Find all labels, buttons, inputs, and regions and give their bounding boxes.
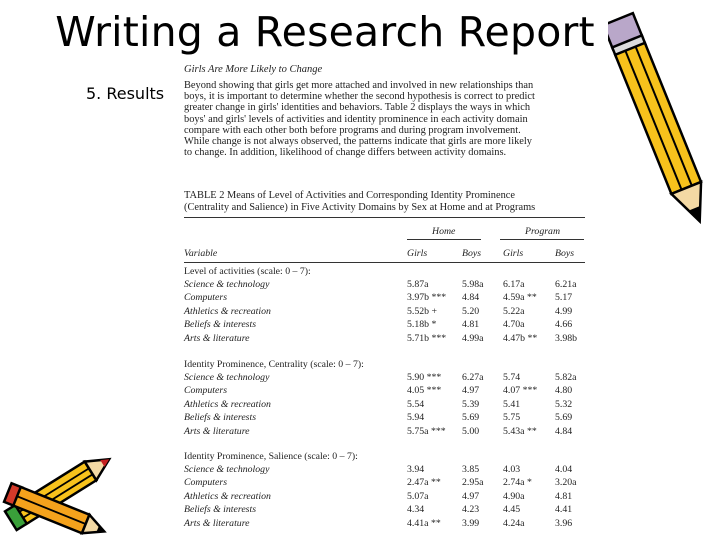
table-cell: 4.41a ** [407, 517, 441, 529]
document-heading: Girls Are More Likely to Change [184, 64, 323, 75]
table-cell: 5.69 [462, 412, 480, 424]
table-cell: 5.43a ** [503, 425, 537, 437]
table-cell: 4.34 [407, 504, 425, 516]
table-cell: 5.41 [503, 398, 521, 410]
table-cell: 5.94 [407, 412, 425, 424]
table-cell: 5.39 [462, 398, 480, 410]
row-label: Arts & literature [184, 425, 250, 437]
row-label: Computers [184, 477, 228, 489]
table-cell: 5.54 [407, 398, 425, 410]
section-title: Identity Prominence, Centrality (scale: 0 – 7): [184, 359, 364, 370]
section-title: Identity Prominence, Salience (scale: 0 – 7): [184, 451, 358, 462]
table-cell: 5.75a *** [407, 425, 446, 437]
paragraph-line: greater change in girls' identities and behaviors. Table 2 displays the ways in which [184, 102, 531, 114]
row-label: Arts & literature [184, 517, 250, 529]
column-header: Variable [184, 248, 218, 259]
table-cell: 4.03 [503, 464, 521, 475]
table-cell: 6.17a [503, 279, 525, 290]
table-cell: 4.24a [503, 517, 525, 529]
table-cell: 4.99a [462, 332, 484, 344]
row-label: Arts & literature [184, 332, 250, 344]
row-label: Beliefs & interests [184, 504, 257, 516]
table-cell: 4.97 [462, 490, 480, 502]
pencil-clipart-icon [608, 5, 712, 240]
row-label: Science & technology [184, 372, 270, 383]
table-cell: 6.21a [555, 279, 577, 290]
table-cell: 3.20a [555, 477, 577, 489]
paragraph-line: Beyond showing that girls get more attached and involved in new relationships than [184, 80, 534, 91]
table-cell: 5.18b * [407, 319, 437, 331]
pencils-clipart-icon [0, 434, 124, 538]
paragraph-line: While change is not always observed, the patterns indicate that girls are more likely [184, 136, 532, 148]
table-cell: 5.71b *** [407, 332, 447, 344]
table-top-rule [184, 217, 585, 218]
row-label: Science & technology [184, 279, 270, 290]
table-cell: 4.81 [555, 490, 573, 502]
row-label: Computers [184, 385, 228, 397]
table-cell: 5.20 [462, 305, 480, 317]
row-label: Beliefs & interests [184, 319, 257, 331]
row-label: Computers [184, 292, 228, 304]
column-header: Boys [555, 248, 575, 259]
column-header: Girls [503, 248, 524, 259]
table-cell: 4.41 [555, 504, 573, 516]
table-cell: 4.99 [555, 305, 573, 317]
table-cell: 3.96 [555, 517, 573, 529]
row-label: Science & technology [184, 464, 270, 475]
table-cell: 3.99 [462, 517, 480, 529]
table-cell: 5.90 *** [407, 372, 442, 383]
group-header-program: Program [525, 226, 561, 237]
caption-line: (Centrality and Salience) in Five Activity Domains by Sex at Home and at Programs [184, 202, 536, 213]
table-cell: 4.84 [462, 292, 480, 304]
group-header-home: Home [432, 226, 456, 237]
table-cell: 4.07 *** [503, 385, 538, 397]
table-cell: 5.22a [503, 305, 525, 317]
results-paragraph [184, 80, 584, 158]
paragraph-line: to change. In addition, likelihood of change differs between activity domains. [184, 147, 507, 159]
table-cell: 4.84 [555, 425, 573, 437]
paragraph-line: boys, it is important to determine whether the second hypothesis is correct to predict [184, 91, 535, 103]
table-cell: 3.85 [462, 464, 480, 475]
table-cell: 4.80 [555, 385, 573, 397]
table-cell: 2.95a [462, 477, 484, 489]
row-label: Beliefs & interests [184, 412, 257, 424]
scanned-document [178, 62, 586, 538]
table-cell: 4.59a ** [503, 292, 537, 304]
table-cell: 5.32 [555, 398, 573, 410]
table-cell: 2.47a ** [407, 477, 441, 489]
table-cell: 5.00 [462, 425, 480, 437]
table-cell: 5.98a [462, 279, 484, 290]
table-cell: 5.17 [555, 292, 573, 304]
table-cell: 4.45 [503, 504, 521, 516]
table-cell: 5.69 [555, 412, 573, 424]
table-cell: 3.94 [407, 464, 425, 475]
paragraph-line: compare with each other both before programs and during program involvement. [184, 124, 521, 136]
table-cell: 6.27a [462, 372, 484, 383]
column-header: Boys [462, 248, 482, 259]
table-cell: 2.74a * [503, 477, 532, 489]
table-cell: 4.23 [462, 504, 480, 516]
table-cell: 5.75 [503, 412, 521, 424]
table-cell: 3.97b *** [407, 292, 447, 304]
column-header: Girls [407, 248, 428, 259]
row-label: Athletics & recreation [184, 490, 271, 502]
table-cell: 4.66 [555, 319, 573, 331]
row-label: Athletics & recreation [184, 305, 271, 317]
program-underline [500, 239, 584, 240]
home-underline [407, 239, 481, 240]
caption-line: TABLE 2 Means of Level of Activities and Corresponding Identity Prominence [184, 190, 516, 201]
header-rule [184, 262, 585, 263]
table-cell: 4.81 [462, 319, 480, 331]
row-label: Athletics & recreation [184, 398, 271, 410]
section-title: Level of activities (scale: 0 – 7): [184, 266, 311, 277]
table-cell: 5.82a [555, 372, 577, 383]
slide-title: Writing a Research Report [55, 8, 595, 56]
table-cell: 4.97 [462, 385, 480, 397]
table-cell: 3.98b [555, 332, 578, 344]
table-cell: 4.47b ** [503, 332, 538, 344]
table-cell: 5.74 [503, 372, 521, 383]
paragraph-line: boys' and girls' levels of activities and identity prominence in each activity domain [184, 113, 528, 125]
section-label: 5. Results [86, 84, 165, 103]
table-cell: 4.70a [503, 319, 525, 331]
table-cell: 4.05 *** [407, 385, 442, 397]
table-cell: 5.87a [407, 279, 429, 290]
table-cell: 4.04 [555, 464, 573, 475]
table-cell: 5.52b + [407, 305, 438, 317]
table-caption [184, 190, 586, 214]
table-cell: 5.07a [407, 490, 429, 502]
table-cell: 4.90a [503, 490, 525, 502]
